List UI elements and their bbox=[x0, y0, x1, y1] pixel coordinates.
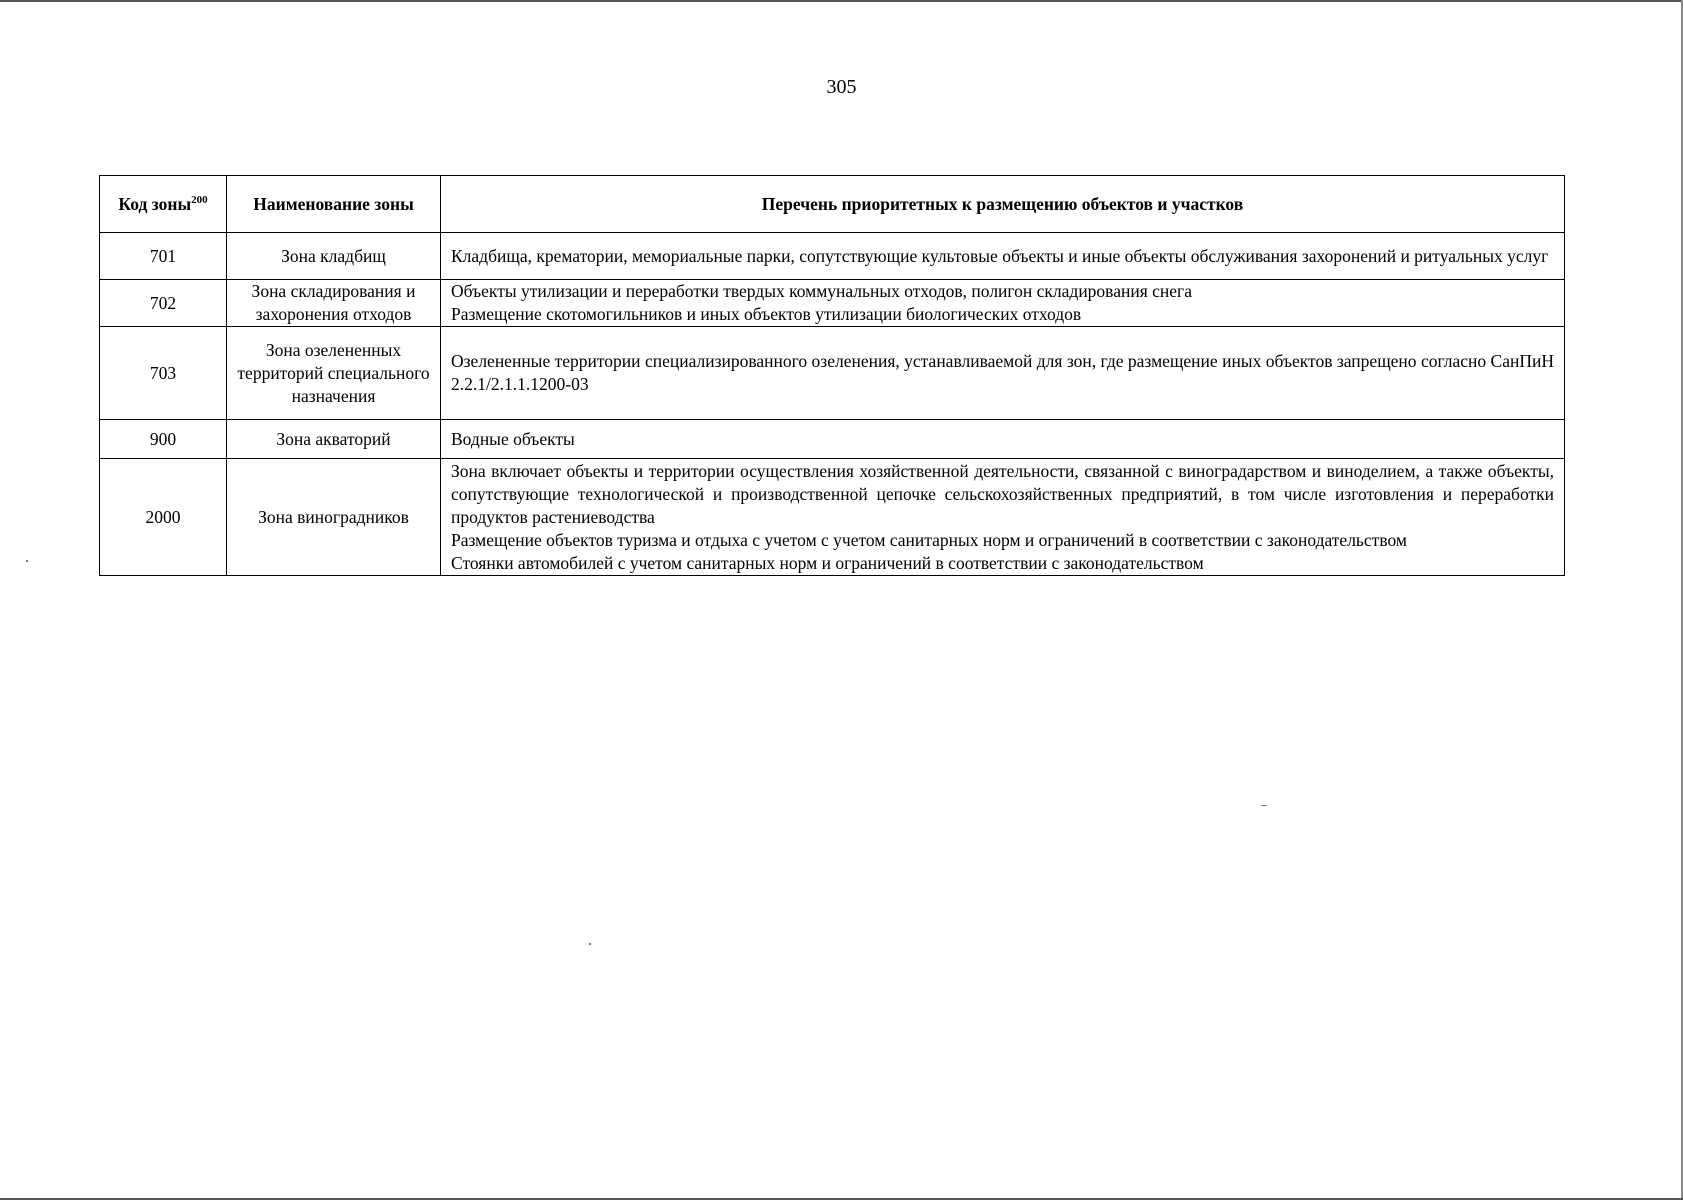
list-item: Водные объекты bbox=[451, 428, 575, 449]
table-row bbox=[100, 420, 1565, 459]
zone-code-cell: 900 bbox=[100, 420, 227, 459]
zone-list-cell bbox=[441, 420, 1565, 459]
scan-speck bbox=[589, 943, 591, 945]
zone-code-cell: 701 bbox=[100, 233, 227, 280]
list-item: Зона включает объекты и территории осуществления хозяйственной деятельности, связанной с виноградарством и виноделием, а также объекты, сопутствующие технологической и производственной цепочке сельскохозяйственных предприятий, в том числе изготовления и переработки продуктов растениеводства bbox=[451, 460, 1554, 527]
list-item: Стоянки автомобилей с учетом санитарных норм и ограничений в соответствии с законодательством bbox=[451, 552, 1204, 573]
header-priority-list: Перечень приоритетных к размещению объектов и участков bbox=[441, 176, 1565, 233]
zones-table bbox=[99, 175, 1565, 576]
page-number: 305 bbox=[826, 76, 857, 98]
list-item: Размещение скотомогильников и иных объектов утилизации биологических отходов bbox=[451, 304, 1082, 324]
zone-list-cell bbox=[441, 233, 1565, 280]
zone-code-cell: 703 bbox=[100, 327, 227, 420]
zone-list-cell bbox=[441, 459, 1565, 576]
header-zone-code: Код зоны$^{200}$ bbox=[100, 176, 227, 233]
list-item: Кладбища, крематории, мемориальные парки, сопутствующие культовые объекты и иные объекты обслуживания захоронений и ритуальных услуг bbox=[451, 245, 1549, 266]
list-item: Озелененные территории специализированного озеленения, устанавливаемой для зон, где размещение иных объектов запрещено согласно СанПиН 2.2.1/2.1.1.1200-03 bbox=[451, 351, 1554, 394]
scan-speck bbox=[1261, 805, 1267, 806]
zone-name-cell: Зона кладбищ bbox=[227, 233, 441, 280]
list-item: Размещение объектов туризма и отдыха с учетом с учетом санитарных норм и ограничений в соответствии с законодательством bbox=[451, 529, 1407, 550]
zone-code-cell: 2000 bbox=[100, 459, 227, 576]
zone-code-cell: 702 bbox=[100, 280, 227, 327]
zone-name-cell: Зона складирования и захоронения отходов bbox=[227, 280, 441, 327]
table-row bbox=[100, 327, 1565, 420]
list-item: Объекты утилизации и переработки твердых коммунальных отходов, полигон складирования снега bbox=[451, 281, 1192, 301]
scan-speck bbox=[26, 560, 28, 562]
zone-name-cell: Зона акваторий bbox=[227, 420, 441, 459]
footnote-marker: 200 bbox=[191, 193, 208, 206]
scan-edge-top bbox=[0, 0, 1683, 2]
zone-name-cell: Зона виноградников bbox=[227, 459, 441, 576]
zone-name-cell: Зона озелененных территорий специального назначения bbox=[227, 327, 441, 420]
zone-list-cell bbox=[441, 327, 1565, 420]
table-header-row bbox=[100, 176, 1565, 233]
zone-list-cell bbox=[441, 280, 1565, 327]
table-row bbox=[100, 280, 1565, 327]
table-row bbox=[100, 233, 1565, 280]
table-row bbox=[100, 459, 1565, 576]
header-zone-name: Наименование зоны bbox=[227, 176, 441, 233]
